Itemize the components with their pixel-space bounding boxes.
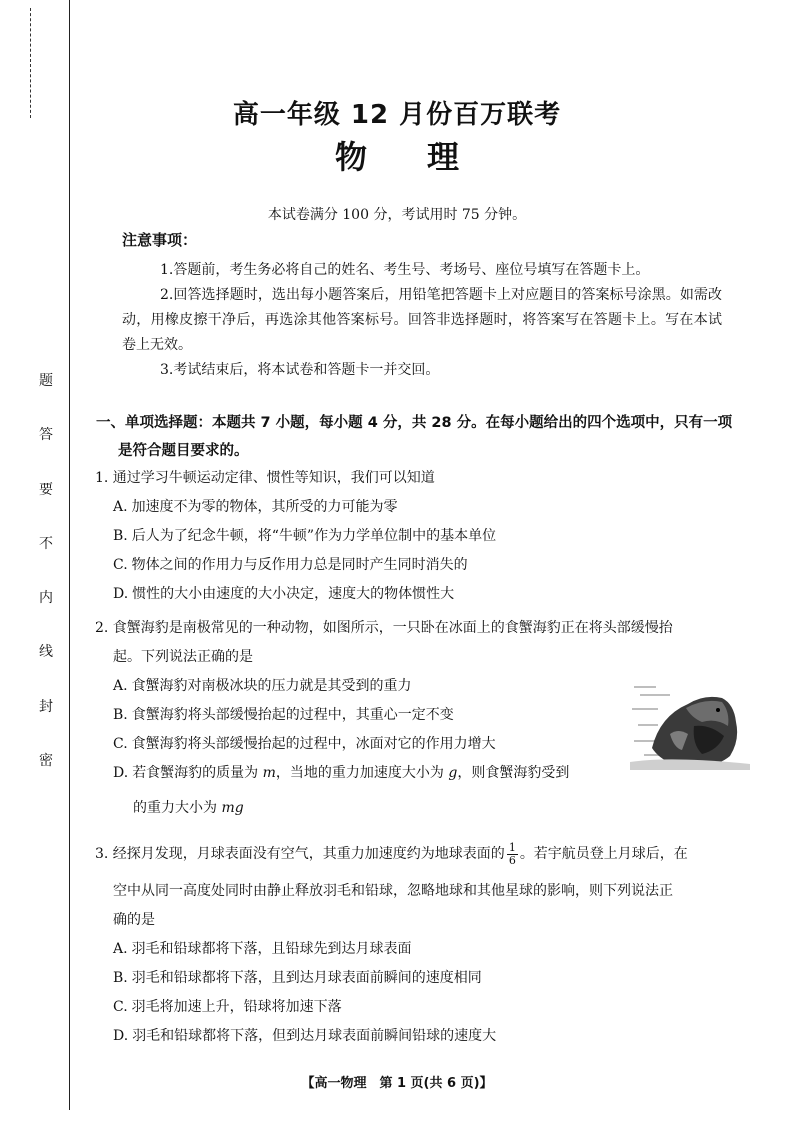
option-b	[95, 964, 767, 993]
math-var-m: m	[262, 765, 276, 781]
exam-info: 本试卷满分 100 分，考试用时 75 分钟。	[267, 207, 527, 223]
option-letter: B.	[113, 970, 128, 986]
notice-item: 1.答题前，考生务必将自己的姓名、考生号、考场号、座位号填写在答题卡上。	[160, 262, 650, 278]
option-text: 物体之间的作用力与反作用力总是同时产生同时消失的	[131, 557, 468, 573]
option-letter: A.	[113, 499, 128, 515]
option-d	[95, 580, 767, 609]
option-text: 惯性的大小由速度的大小决定，速度大的物体惯性大	[132, 586, 455, 602]
option-text: 羽毛和铅球都将下落，且到达月球表面前瞬间的速度相同	[131, 970, 482, 986]
question-stem-text: 。若宇航员登上月球后，在	[519, 846, 688, 862]
option-letter: C.	[113, 736, 128, 752]
exam-title: 高一年级 12 月份百万联考	[232, 100, 562, 130]
question-stem-line2: 空中从同一高度处同时由静止释放羽毛和铅球，忽略地球和其他星球的影响，则下列说法正	[113, 883, 673, 899]
option-letter: C.	[113, 557, 128, 573]
option-text: 羽毛和铅球都将下落，且铅球先到达月球表面	[131, 941, 412, 957]
margin-char: 答	[39, 427, 53, 444]
question-stem-line3: 确的是	[113, 912, 155, 928]
margin-char: 密	[39, 752, 53, 769]
option-text: 后人为了纪念牛顿，将“牛顿”作为力学单位制中的基本单位	[131, 528, 497, 544]
fraction-denominator: 6	[508, 853, 516, 867]
option-c	[95, 993, 767, 1022]
option-d	[95, 1022, 767, 1051]
question-stem-line2: 起。下列说法正确的是	[113, 649, 253, 665]
math-var-g: g	[448, 765, 458, 781]
math-expr-mg: mg	[221, 800, 244, 816]
question-stem-text: 3. 经探月发现，月球表面没有空气，其重力加速度约为地球表面的	[95, 846, 505, 862]
margin-char: 要	[39, 481, 53, 498]
notice-block	[122, 229, 722, 383]
question-stem-line1: 2. 食蟹海豹是南极常见的一种动物，如图所示，一只卧在冰面上的食蟹海豹正在将头部缓慢抬	[95, 620, 673, 636]
option-text: ，当地的重力加速度大小为	[275, 765, 449, 781]
option-letter: B.	[113, 707, 128, 723]
margin-char: 不	[39, 535, 53, 552]
notice-item: 2.回答选择题时，选出每小题答案后，用铅笔把答题卡上对应题目的答案标号涂黑。如需改动，用橡皮擦干净后，再选涂其他答案标号。回答非选择题时，将答案写在答题卡上。写在本试卷上无效。	[122, 287, 722, 353]
margin-char: 题	[39, 373, 53, 389]
question-stem	[95, 614, 767, 672]
seal-line-warning	[36, 370, 56, 770]
question-stem: 1. 通过学习牛顿运动定律、惯性等知识，我们可以知道	[95, 470, 435, 486]
margin-char: 线	[39, 644, 53, 661]
question-stem	[95, 840, 767, 869]
notice-item: 3.考试结束后，将本试卷和答题卡一并交回。	[160, 362, 440, 378]
option-letter: A.	[113, 678, 128, 694]
section-header-line1: 一、单项选择题：本题共 7 小题，每小题 4 分，共 28 分。在每小题给出的四个选项中，只有一项	[96, 415, 733, 431]
option-text: 羽毛和铅球都将下落，但到达月球表面前瞬间铅球的速度大	[132, 1028, 497, 1044]
crabeater-seal-image	[630, 678, 750, 770]
subject-title: 物理	[334, 138, 519, 176]
option-letter: C.	[113, 999, 128, 1015]
question-3	[95, 840, 767, 1051]
option-text: 的重力大小为	[133, 800, 222, 816]
option-letter: A.	[113, 941, 128, 957]
option-text: 食蟹海豹将头部缓慢抬起的过程中，冰面对它的作用力增大	[131, 736, 496, 752]
option-a	[95, 493, 767, 522]
fraction-one-sixth	[507, 842, 518, 867]
margin-char: 内	[39, 590, 53, 607]
option-text: 若食蟹海豹的质量为	[132, 765, 263, 781]
option-c	[95, 551, 767, 580]
option-a	[95, 935, 767, 964]
section-header-line2: 是符合题目要求的。	[118, 443, 249, 459]
question-1	[95, 464, 767, 609]
section-header	[96, 409, 766, 465]
page-footer: 【高一物理 第 1 页(共 6 页)】	[301, 1076, 493, 1091]
option-text: 加速度不为零的物体，其所受的力可能为零	[131, 499, 398, 515]
notice-title: 注意事项：	[122, 231, 198, 249]
option-letter: D.	[113, 586, 129, 602]
option-b	[95, 522, 767, 551]
option-letter: D.	[113, 1028, 129, 1044]
option-text: 食蟹海豹将头部缓慢抬起的过程中，其重心一定不变	[131, 707, 454, 723]
option-letter: D.	[113, 765, 129, 781]
option-text: 食蟹海豹对南极冰块的压力就是其受到的重力	[131, 678, 412, 694]
option-d-continued	[95, 794, 767, 823]
fraction-numerator: 1	[508, 840, 516, 854]
margin-char: 封	[39, 698, 53, 715]
option-text: ，则食蟹海豹受到	[457, 765, 570, 781]
option-letter: B.	[113, 528, 128, 544]
option-text: 羽毛将加速上升，铅球将加速下落	[131, 999, 342, 1015]
